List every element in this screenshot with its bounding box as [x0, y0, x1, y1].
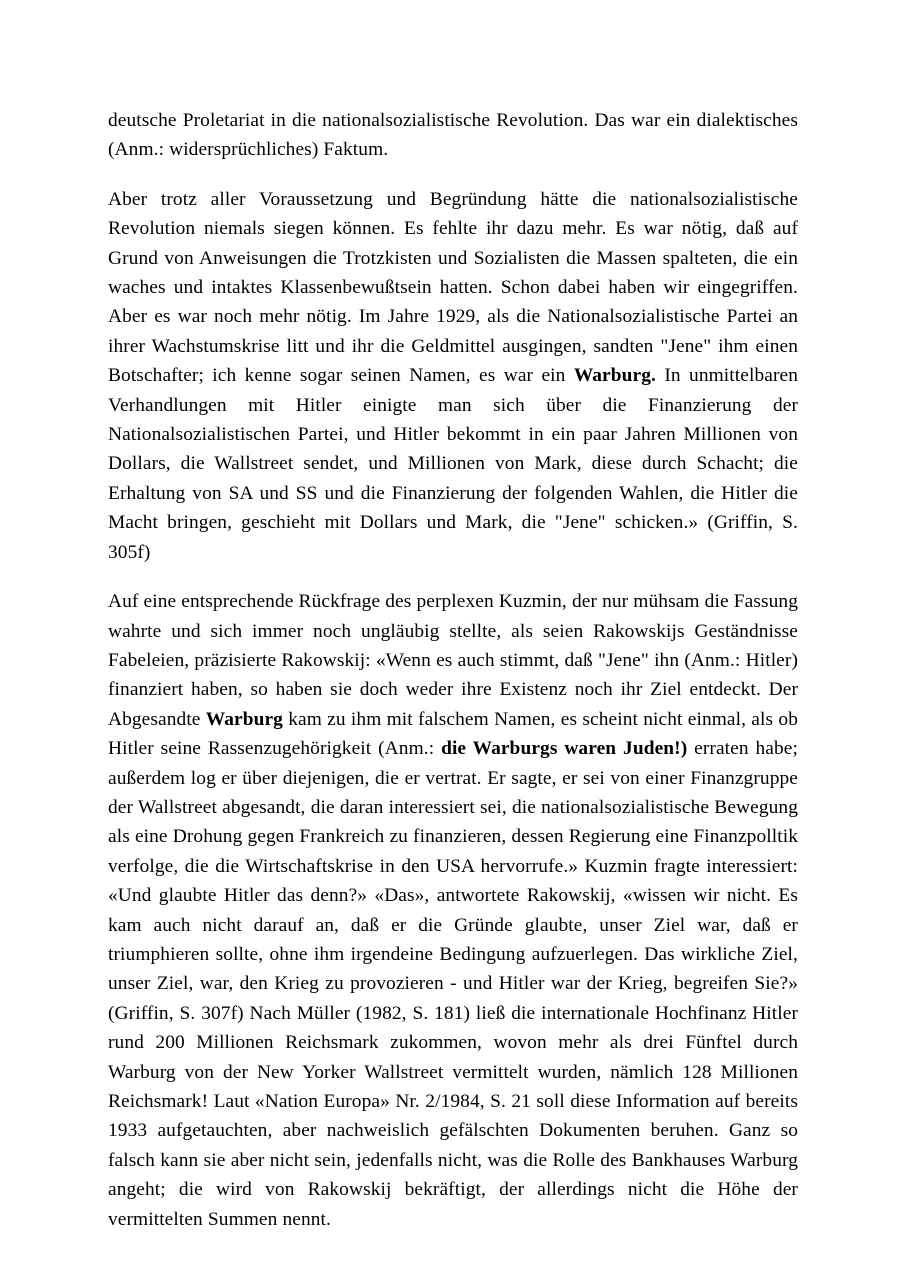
paragraph-1 — [108, 106, 798, 165]
emphasis-text-run: die Warburgs waren Juden!) — [441, 738, 688, 760]
body-text-run: erraten habe; außerdem log er über diejenigen, die er vertrat. Er sagte, er sei von einer Finanzgruppe der Wallstreet abgesandt, die daran interessiert sei, die nationalsozialistische Bewegung als eine Drohung gegen Frankreich zu finanzieren, dessen Regierung eine Finanzpolltik verfolge, die die Wirtschaftskrise in den USA hervorrufe.» Kuzmin fragte interessiert: «Und glaubte Hitler das denn?» «Das», antwortete Rakowskij, «wissen wir nicht. Es kam auch nicht darauf an, daß er die Gründe glaubte, unser Ziel war, daß er triumphieren sollte, ohne ihm irgendeine Bedingung aufzuerlegen. Das wirkliche Ziel, unser Ziel, war, den Krieg zu provozieren - und Hitler war der Krieg, begreifen Sie?» (Griffin, S. 307f) Nach Müller (1982, S. 181) ließ die internationale Hochfinanz Hitler rund 200 Millionen Reichsmark zukommen, wovon mehr als drei Fünftel durch Warburg von der New Yorker Wallstreet vermittelt wurden, nämlich 128 Millionen Reichsmark! Laut «Nation Europa» Nr. 2/1984, S. 21 soll diese Information auf bereits 1933 aufgetauchten, aber nachweislich gefälschten Dokumenten beruhen. Ganz so falsch kann sie aber nicht sein, jedenfalls nicht, was die Rolle des Bankhauses Warburg angeht; die wird von Rakowskij bekräftigt, der allerdings nicht die Höhe der vermittelten Summen nennt. — [108, 738, 798, 1230]
body-text-run: deutsche Proletariat in die nationalsozialistische Revolution. Das war ein dialektisches (Anm.: widersprüchliches) Faktum. — [108, 110, 798, 161]
paragraph-3 — [108, 587, 798, 1234]
paragraph-2 — [108, 185, 798, 567]
body-text-run: Aber trotz aller Voraussetzung und Begründung hätte die nationalsozialistische Revolution niemals siegen können. Es fehlte ihr dazu mehr. Es war nötig, daß auf Grund von Anweisungen die Trotzkisten und Sozialisten die Massen spalteten, die ein waches und intaktes Klassenbewußtsein hatten. Schon dabei haben wir eingegriffen. Aber es war noch mehr nötig. Im Jahre 1929, als die Nationalsozialistische Partei an ihrer Wachstumskrise litt und ihr die Geldmittel ausgingen, sandten "Jene" ihm einen Botschafter; ich kenne sogar seinen Namen, es war ein — [108, 188, 798, 387]
body-text-run: In unmittelbaren Verhandlungen mit Hitler einigte man sich über die Finanzierung der Nationalsozialistischen Partei, und Hitler bekommt in ein paar Jahren Millionen von Dollars, die Wallstreet sendet, und Millionen von Mark, diese durch Schacht; die Erhaltung von SA und SS und die Finanzierung der folgenden Wahlen, die Hitler die Macht bringen, geschieht mit Dollars und Mark, die "Jene" schicken.» (Griffin, S. 305f) — [108, 365, 798, 563]
document-text-column — [108, 106, 798, 1234]
body-text-run: Auf eine entsprechende Rückfrage des perplexen Kuzmin, der nur mühsam die Fassung wahrte und sich immer noch ungläubig stellte, als seien Rakowskijs Geständnisse Fabeleien, präzisierte Rakowskij: «Wenn es auch stimmt, daß "Jene" ihn (Anm.: Hitler) finanziert haben, so haben sie doch weder ihre Existenz noch ihr Ziel entdeckt. Der Abgesandte — [108, 591, 798, 730]
emphasis-text-run: Warburg. — [573, 365, 656, 387]
body-text-run: kam zu ihm mit falschem Namen, es scheint nicht einmal, als ob Hitler seine Rassenzugehörigkeit (Anm.: — [108, 708, 798, 760]
emphasis-text-run: Warburg — [205, 708, 283, 730]
